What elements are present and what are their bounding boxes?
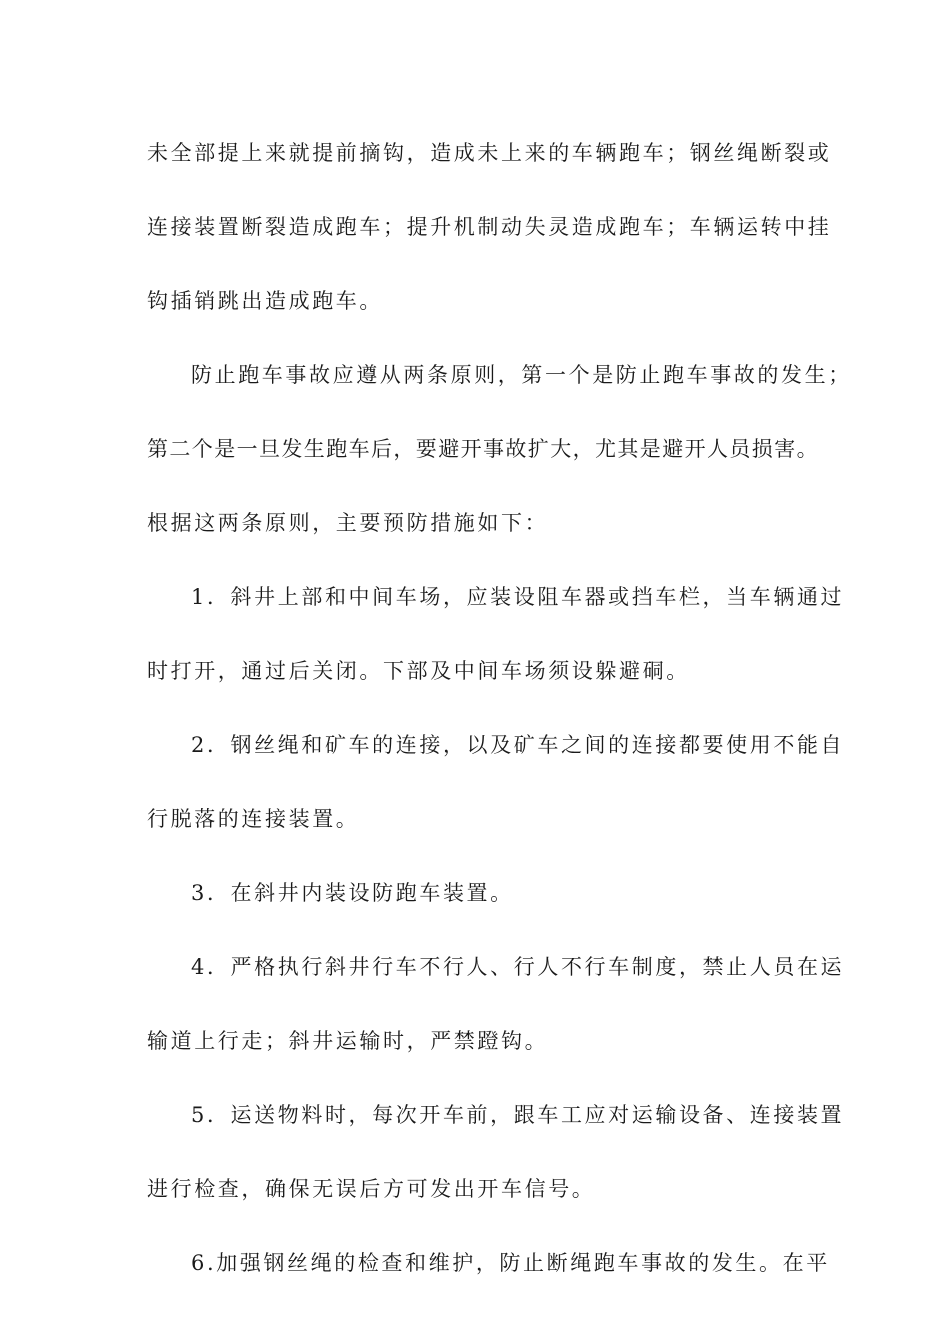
list-item-6-line-1: 6.加强钢丝绳的检查和维护，防止断绳跑车事故的发生。在平 bbox=[191, 1251, 830, 1275]
text-line: 根据这两条原则，主要预防措施如下： bbox=[147, 511, 549, 535]
list-item-4-line-2: 输道上行走；斜井运输时，严禁蹬钩。 bbox=[147, 1029, 549, 1053]
list-item-1-line-1: 1．斜井上部和中间车场，应装设阻车器或挡车栏，当车辆通过 bbox=[191, 585, 845, 609]
list-item-4-line-1: 4．严格执行斜井行车不行人、行人不行车制度，禁止人员在运 bbox=[191, 955, 845, 979]
list-item-1-line-2: 时打开，通过后关闭。下部及中间车场须设躲避硐。 bbox=[147, 659, 690, 683]
text-line: 未全部提上来就提前摘钩，造成未上来的车辆跑车；钢丝绳断裂或 bbox=[147, 141, 832, 165]
list-item-5-line-2: 进行检查，确保无误后方可发出开车信号。 bbox=[147, 1177, 596, 1201]
list-item-5-line-1: 5．运送物料时，每次开车前，跟车工应对运输设备、连接装置 bbox=[191, 1103, 845, 1127]
text-line: 第二个是一旦发生跑车后，要避开事故扩大，尤其是避开人员损害。 bbox=[147, 437, 819, 461]
paragraph-first-line: 防止跑车事故应遵从两条原则，第一个是防止跑车事故的发生； bbox=[191, 363, 852, 387]
text-line: 连接装置断裂造成跑车；提升机制动失灵造成跑车；车辆运转中挂 bbox=[147, 215, 832, 239]
text-line: 钩插销跳出造成跑车。 bbox=[147, 289, 383, 313]
list-item-3: 3．在斜井内装设防跑车装置。 bbox=[191, 881, 514, 905]
document-body bbox=[147, 133, 852, 1317]
list-item-2-line-2: 行脱落的连接装置。 bbox=[147, 807, 360, 831]
list-item-2-line-1: 2．钢丝绳和矿车的连接，以及矿车之间的连接都要使用不能自 bbox=[191, 733, 845, 757]
